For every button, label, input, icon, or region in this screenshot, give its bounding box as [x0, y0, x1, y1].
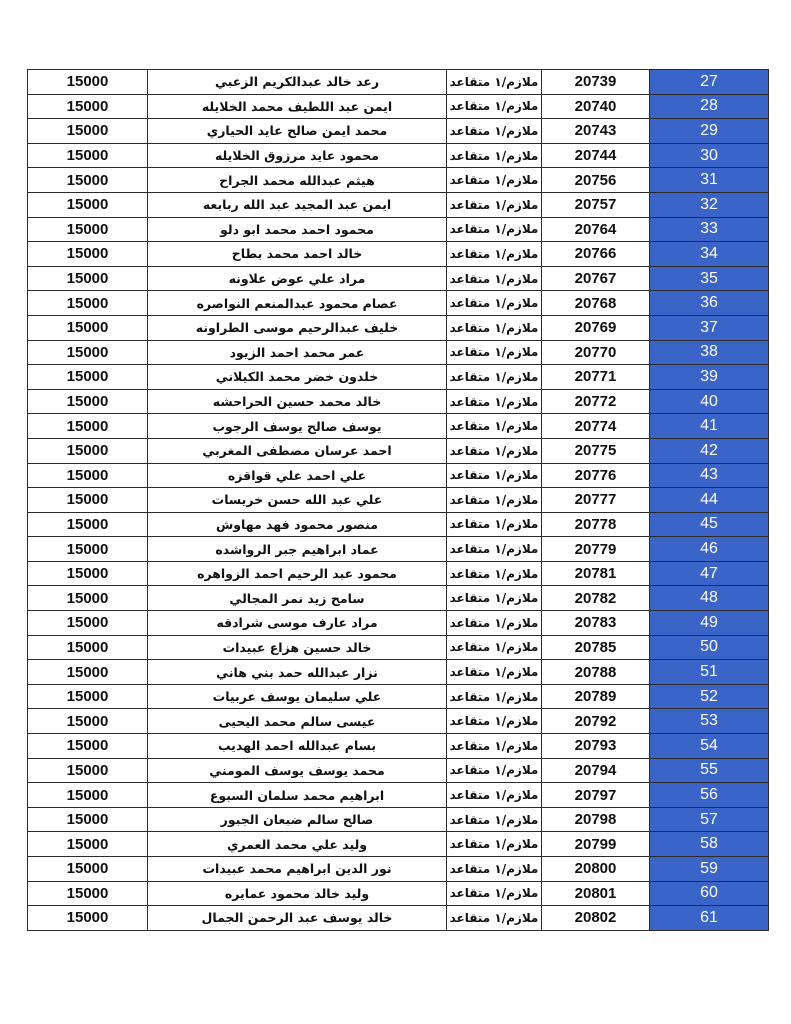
row-index-cell: 59	[650, 857, 769, 882]
amount-cell: 15000	[28, 242, 148, 267]
name-cell: عماد ابراهيم جبر الرواشده	[148, 537, 447, 562]
row-index-cell: 33	[650, 217, 769, 242]
table-row	[28, 414, 769, 439]
rank-cell: ملازم/١ متقاعد	[447, 389, 542, 414]
name-cell: ايمن عبد المجيد عبد الله ربابعه	[148, 192, 447, 217]
amount-cell: 15000	[28, 635, 148, 660]
table-row	[28, 906, 769, 931]
amount-cell: 15000	[28, 611, 148, 636]
rank-cell: ملازم/١ متقاعد	[447, 291, 542, 316]
name-cell: ايمن عبد اللطيف محمد الخلايله	[148, 94, 447, 119]
service-number-cell: 20793	[542, 734, 650, 759]
rank-cell: ملازم/١ متقاعد	[447, 783, 542, 808]
rank-cell: ملازم/١ متقاعد	[447, 488, 542, 513]
name-cell: هيثم عبدالله محمد الجراح	[148, 168, 447, 193]
rank-cell: ملازم/١ متقاعد	[447, 512, 542, 537]
table-row	[28, 611, 769, 636]
amount-cell: 15000	[28, 143, 148, 168]
rank-cell: ملازم/١ متقاعد	[447, 119, 542, 144]
table-row	[28, 512, 769, 537]
roster-table	[27, 69, 769, 931]
name-cell: محمد ايمن صالح عايد الحياري	[148, 119, 447, 144]
rank-cell: ملازم/١ متقاعد	[447, 70, 542, 95]
service-number-cell: 20801	[542, 881, 650, 906]
rank-cell: ملازم/١ متقاعد	[447, 611, 542, 636]
service-number-cell: 20802	[542, 906, 650, 931]
name-cell: علي عبد الله حسن خريسات	[148, 488, 447, 513]
amount-cell: 15000	[28, 512, 148, 537]
name-cell: علي سليمان يوسف عربيات	[148, 684, 447, 709]
table-row	[28, 635, 769, 660]
service-number-cell: 20770	[542, 340, 650, 365]
row-index-cell: 42	[650, 438, 769, 463]
rank-cell: ملازم/١ متقاعد	[447, 586, 542, 611]
rank-cell: ملازم/١ متقاعد	[447, 832, 542, 857]
table-row	[28, 365, 769, 390]
service-number-cell: 20775	[542, 438, 650, 463]
service-number-cell: 20783	[542, 611, 650, 636]
name-cell: علي احمد علي قواقزه	[148, 463, 447, 488]
name-cell: وليد علي محمد العمري	[148, 832, 447, 857]
table-row	[28, 807, 769, 832]
rank-cell: ملازم/١ متقاعد	[447, 94, 542, 119]
service-number-cell: 20743	[542, 119, 650, 144]
row-index-cell: 41	[650, 414, 769, 439]
name-cell: خالد محمد حسين الحراحشه	[148, 389, 447, 414]
rank-cell: ملازم/١ متقاعد	[447, 660, 542, 685]
table-row	[28, 291, 769, 316]
table-row	[28, 463, 769, 488]
service-number-cell: 20739	[542, 70, 650, 95]
rank-cell: ملازم/١ متقاعد	[447, 340, 542, 365]
service-number-cell: 20777	[542, 488, 650, 513]
row-index-cell: 57	[650, 807, 769, 832]
table-row	[28, 586, 769, 611]
rank-cell: ملازم/١ متقاعد	[447, 438, 542, 463]
name-cell: محمد يوسف يوسف المومني	[148, 758, 447, 783]
table-row	[28, 192, 769, 217]
row-index-cell: 27	[650, 70, 769, 95]
amount-cell: 15000	[28, 561, 148, 586]
amount-cell: 15000	[28, 94, 148, 119]
row-index-cell: 50	[650, 635, 769, 660]
rank-cell: ملازم/١ متقاعد	[447, 414, 542, 439]
amount-cell: 15000	[28, 807, 148, 832]
service-number-cell: 20769	[542, 315, 650, 340]
rank-cell: ملازم/١ متقاعد	[447, 758, 542, 783]
rank-cell: ملازم/١ متقاعد	[447, 143, 542, 168]
rank-cell: ملازم/١ متقاعد	[447, 561, 542, 586]
rank-cell: ملازم/١ متقاعد	[447, 709, 542, 734]
row-index-cell: 43	[650, 463, 769, 488]
amount-cell: 15000	[28, 709, 148, 734]
amount-cell: 15000	[28, 660, 148, 685]
row-index-cell: 38	[650, 340, 769, 365]
service-number-cell: 20789	[542, 684, 650, 709]
service-number-cell: 20788	[542, 660, 650, 685]
amount-cell: 15000	[28, 463, 148, 488]
service-number-cell: 20785	[542, 635, 650, 660]
row-index-cell: 30	[650, 143, 769, 168]
amount-cell: 15000	[28, 365, 148, 390]
amount-cell: 15000	[28, 734, 148, 759]
service-number-cell: 20756	[542, 168, 650, 193]
name-cell: وليد خالد محمود عمايره	[148, 881, 447, 906]
service-number-cell: 20772	[542, 389, 650, 414]
row-index-cell: 47	[650, 561, 769, 586]
amount-cell: 15000	[28, 684, 148, 709]
amount-cell: 15000	[28, 217, 148, 242]
amount-cell: 15000	[28, 70, 148, 95]
amount-cell: 15000	[28, 192, 148, 217]
row-index-cell: 55	[650, 758, 769, 783]
table-row	[28, 389, 769, 414]
service-number-cell: 20792	[542, 709, 650, 734]
table-row	[28, 734, 769, 759]
rank-cell: ملازم/١ متقاعد	[447, 807, 542, 832]
amount-cell: 15000	[28, 586, 148, 611]
row-index-cell: 60	[650, 881, 769, 906]
amount-cell: 15000	[28, 537, 148, 562]
service-number-cell: 20782	[542, 586, 650, 611]
name-cell: عصام محمود عبدالمنعم النواصره	[148, 291, 447, 316]
amount-cell: 15000	[28, 906, 148, 931]
amount-cell: 15000	[28, 832, 148, 857]
name-cell: مراد علي عوض علاونه	[148, 266, 447, 291]
rank-cell: ملازم/١ متقاعد	[447, 315, 542, 340]
table-row	[28, 783, 769, 808]
service-number-cell: 20798	[542, 807, 650, 832]
row-index-cell: 49	[650, 611, 769, 636]
row-index-cell: 61	[650, 906, 769, 931]
amount-cell: 15000	[28, 414, 148, 439]
row-index-cell: 44	[650, 488, 769, 513]
table-row	[28, 70, 769, 95]
service-number-cell: 20766	[542, 242, 650, 267]
table-row	[28, 488, 769, 513]
rank-cell: ملازم/١ متقاعد	[447, 365, 542, 390]
name-cell: احمد عرسان مصطفى المغربي	[148, 438, 447, 463]
table-row	[28, 537, 769, 562]
service-number-cell: 20800	[542, 857, 650, 882]
amount-cell: 15000	[28, 340, 148, 365]
amount-cell: 15000	[28, 291, 148, 316]
rank-cell: ملازم/١ متقاعد	[447, 881, 542, 906]
table-row	[28, 684, 769, 709]
name-cell: خالد حسين هزاع عبيدات	[148, 635, 447, 660]
name-cell: خالد احمد محمد بطاح	[148, 242, 447, 267]
name-cell: عيسى سالم محمد اليحيى	[148, 709, 447, 734]
row-index-cell: 54	[650, 734, 769, 759]
row-index-cell: 51	[650, 660, 769, 685]
table-row	[28, 315, 769, 340]
rank-cell: ملازم/١ متقاعد	[447, 463, 542, 488]
service-number-cell: 20767	[542, 266, 650, 291]
row-index-cell: 32	[650, 192, 769, 217]
service-number-cell: 20778	[542, 512, 650, 537]
row-index-cell: 31	[650, 168, 769, 193]
name-cell: ابراهيم محمد سلمان السبوع	[148, 783, 447, 808]
table-row	[28, 561, 769, 586]
table-row	[28, 660, 769, 685]
table-row	[28, 438, 769, 463]
amount-cell: 15000	[28, 857, 148, 882]
service-number-cell: 20764	[542, 217, 650, 242]
service-number-cell: 20776	[542, 463, 650, 488]
amount-cell: 15000	[28, 488, 148, 513]
rank-cell: ملازم/١ متقاعد	[447, 537, 542, 562]
rank-cell: ملازم/١ متقاعد	[447, 635, 542, 660]
amount-cell: 15000	[28, 438, 148, 463]
table-row	[28, 709, 769, 734]
row-index-cell: 36	[650, 291, 769, 316]
row-index-cell: 52	[650, 684, 769, 709]
name-cell: بسام عبدالله احمد الهديب	[148, 734, 447, 759]
service-number-cell: 20771	[542, 365, 650, 390]
row-index-cell: 53	[650, 709, 769, 734]
amount-cell: 15000	[28, 168, 148, 193]
table-row	[28, 143, 769, 168]
name-cell: رعد خالد عبدالكريم الزعبي	[148, 70, 447, 95]
rank-cell: ملازم/١ متقاعد	[447, 684, 542, 709]
name-cell: خالد يوسف عبد الرحمن الجمال	[148, 906, 447, 931]
rank-cell: ملازم/١ متقاعد	[447, 906, 542, 931]
table-row	[28, 857, 769, 882]
table-row	[28, 242, 769, 267]
row-index-cell: 34	[650, 242, 769, 267]
name-cell: منصور محمود فهد مهاوش	[148, 512, 447, 537]
row-index-cell: 37	[650, 315, 769, 340]
amount-cell: 15000	[28, 315, 148, 340]
name-cell: صالح سالم ضبعان الجبور	[148, 807, 447, 832]
name-cell: محمود عايد مرزوق الخلايله	[148, 143, 447, 168]
amount-cell: 15000	[28, 758, 148, 783]
row-index-cell: 29	[650, 119, 769, 144]
service-number-cell: 20757	[542, 192, 650, 217]
row-index-cell: 48	[650, 586, 769, 611]
row-index-cell: 58	[650, 832, 769, 857]
amount-cell: 15000	[28, 266, 148, 291]
name-cell: نزار عبدالله حمد بني هاني	[148, 660, 447, 685]
row-index-cell: 40	[650, 389, 769, 414]
table-row	[28, 217, 769, 242]
rank-cell: ملازم/١ متقاعد	[447, 217, 542, 242]
table-row	[28, 758, 769, 783]
name-cell: يوسف صالح يوسف الرجوب	[148, 414, 447, 439]
row-index-cell: 56	[650, 783, 769, 808]
amount-cell: 15000	[28, 783, 148, 808]
name-cell: عمر محمد احمد الزيود	[148, 340, 447, 365]
row-index-cell: 35	[650, 266, 769, 291]
amount-cell: 15000	[28, 881, 148, 906]
row-index-cell: 46	[650, 537, 769, 562]
name-cell: محمود احمد محمد ابو دلو	[148, 217, 447, 242]
rank-cell: ملازم/١ متقاعد	[447, 242, 542, 267]
service-number-cell: 20799	[542, 832, 650, 857]
table-row	[28, 266, 769, 291]
rank-cell: ملازم/١ متقاعد	[447, 192, 542, 217]
table-row	[28, 881, 769, 906]
row-index-cell: 28	[650, 94, 769, 119]
table-row	[28, 94, 769, 119]
table-row	[28, 119, 769, 144]
rank-cell: ملازم/١ متقاعد	[447, 857, 542, 882]
service-number-cell: 20768	[542, 291, 650, 316]
service-number-cell: 20779	[542, 537, 650, 562]
service-number-cell: 20794	[542, 758, 650, 783]
amount-cell: 15000	[28, 119, 148, 144]
row-index-cell: 45	[650, 512, 769, 537]
rank-cell: ملازم/١ متقاعد	[447, 734, 542, 759]
row-index-cell: 39	[650, 365, 769, 390]
service-number-cell: 20774	[542, 414, 650, 439]
table-row	[28, 168, 769, 193]
service-number-cell: 20740	[542, 94, 650, 119]
table-row	[28, 832, 769, 857]
service-number-cell: 20744	[542, 143, 650, 168]
name-cell: خليف عبدالرحيم موسى الطراونه	[148, 315, 447, 340]
amount-cell: 15000	[28, 389, 148, 414]
name-cell: سامح زيد نمر المجالي	[148, 586, 447, 611]
name-cell: نور الدين ابراهيم محمد عبيدات	[148, 857, 447, 882]
rank-cell: ملازم/١ متقاعد	[447, 168, 542, 193]
roster-table-body	[28, 70, 769, 931]
table-row	[28, 340, 769, 365]
name-cell: خلدون خضر محمد الكيلاني	[148, 365, 447, 390]
service-number-cell: 20797	[542, 783, 650, 808]
rank-cell: ملازم/١ متقاعد	[447, 266, 542, 291]
name-cell: محمود عبد الرحيم احمد الزواهره	[148, 561, 447, 586]
name-cell: مراد عارف موسى شرادقه	[148, 611, 447, 636]
service-number-cell: 20781	[542, 561, 650, 586]
